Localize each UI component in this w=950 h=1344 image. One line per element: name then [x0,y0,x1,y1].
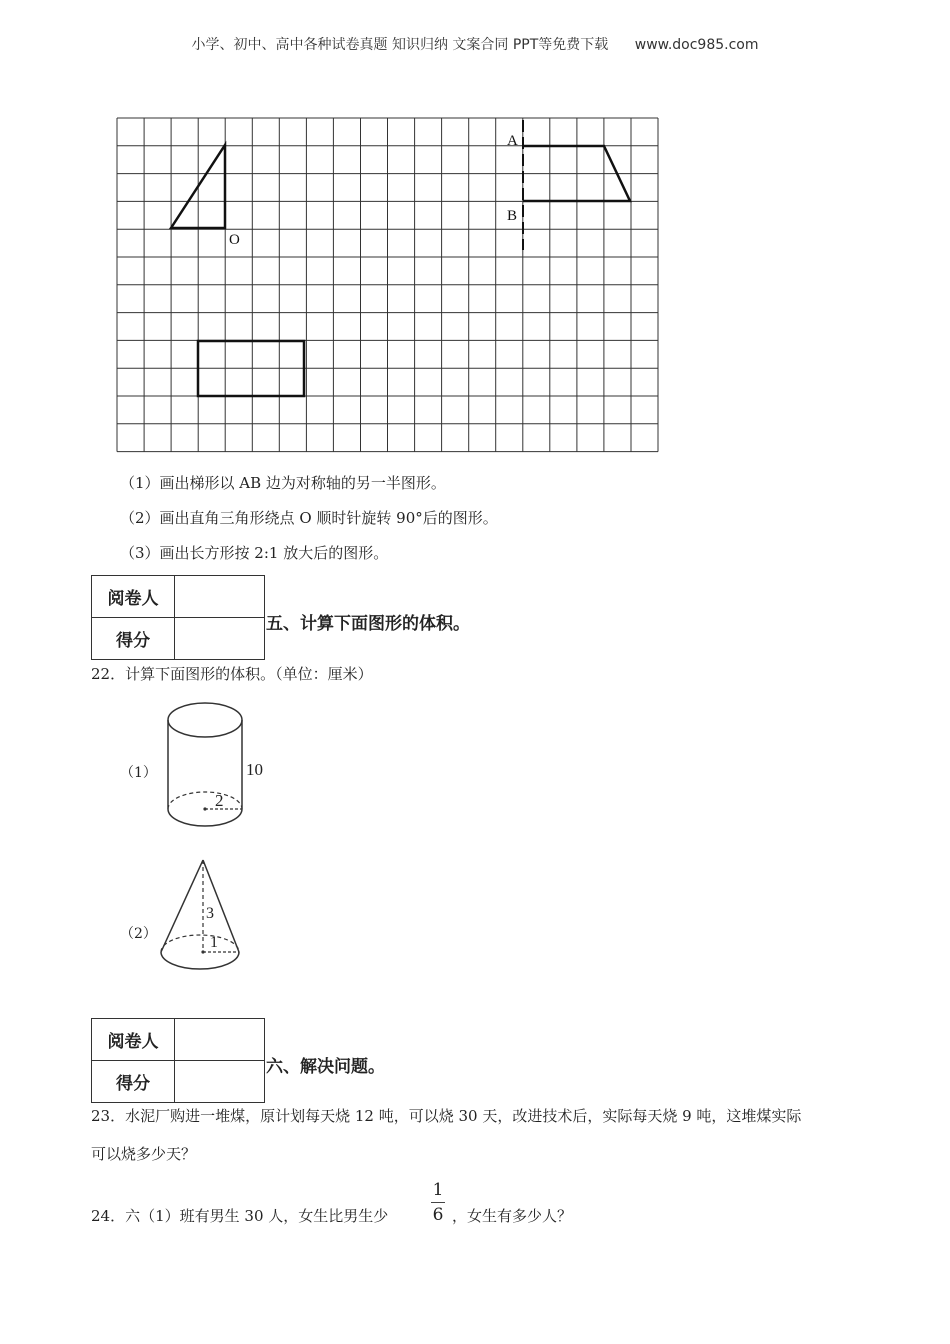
header-text: 小学、初中、高中各种试卷真题 知识归纳 文案合同 PPT等免费下载 [191,37,609,53]
grid-figure [0,0,950,470]
header-url[interactable]: www.doc985.com [634,37,759,53]
cylinder-figure [160,695,280,835]
reviewer-label: 阅卷人 [92,576,175,618]
instruction-2: （2）画出直角三角形绕点 O 顺时针旋转 90°后的图形。 [120,509,498,527]
instruction-3: （3）画出长方形按 2:1 放大后的图形。 [120,544,389,562]
fraction-numerator: 1 [432,1180,444,1200]
question-24-before: 24．六（1）班有男生 30 人，女生比男生少 [91,1207,389,1225]
section5-title: 五、计算下面图形的体积。 [266,614,470,634]
reviewer-field[interactable] [175,576,265,618]
cylinder-radius: 2 [215,791,224,810]
question-23-line2: 可以烧多少天？ [91,1145,197,1163]
cone-height: 3 [206,905,214,922]
question-24-fraction [428,1180,448,1225]
cone-radius: 1 [210,934,218,951]
score-field[interactable] [175,1061,265,1103]
label-b: B [507,208,518,224]
grader-box-section5 [91,575,265,660]
instruction-1: （1）画出梯形以 AB 边为对称轴的另一半图形。 [120,474,446,492]
fraction-denominator: 6 [432,1205,444,1225]
cylinder-height: 10 [246,760,263,779]
cylinder-label: （1） [120,765,157,781]
section6-title: 六、解决问题。 [266,1057,385,1077]
score-field[interactable] [175,618,265,660]
score-label: 得分 [92,1061,175,1103]
score-label: 得分 [92,618,175,660]
question-22: 22．计算下面图形的体积。（单位：厘米） [91,665,373,683]
grader-box-section6 [91,1018,265,1103]
label-a: A [507,133,518,149]
grid-lines [117,118,658,452]
cone-figure [155,852,255,977]
reviewer-label: 阅卷人 [92,1019,175,1061]
question-23-line1: 23．水泥厂购进一堆煤，原计划每天烧 12 吨，可以烧 30 天，改进技术后，实际每天烧 9 吨，这堆煤实际 [91,1107,802,1125]
question-24-after: ，女生有多少人？ [452,1207,573,1225]
reviewer-field[interactable] [175,1019,265,1061]
cone-label: （2） [120,926,157,942]
label-o: O [229,232,240,248]
